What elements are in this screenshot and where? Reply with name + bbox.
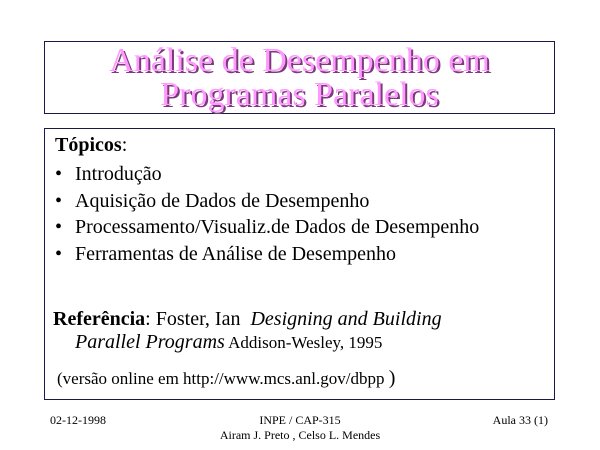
- list-item-text: Processamento/Visualiz.de Dados de Desempenho: [75, 216, 480, 238]
- title-box: [44, 41, 555, 114]
- slide-title-line-1: Análise de Desempenho em: [109, 41, 490, 79]
- bullet-icon: •: [55, 216, 63, 238]
- topics-list: [55, 161, 479, 267]
- reference-line-2: [75, 330, 382, 355]
- list-item: [55, 241, 479, 268]
- content-box: [44, 128, 555, 400]
- footer-center: [200, 413, 400, 443]
- book-title-part-1: Designing and Building: [250, 308, 442, 330]
- online-version-close-paren: ): [388, 367, 396, 389]
- footer-slide-number: Aula 33 (1): [492, 413, 548, 427]
- reference-heading: Referência: [53, 308, 146, 330]
- footer-institution: INPE / CAP-315: [259, 413, 341, 427]
- online-version-note: [57, 366, 395, 391]
- list-item-text: Ferramentas de Análise de Desempenho: [75, 242, 397, 265]
- bullet-icon: •: [55, 163, 63, 185]
- reference-line-1: [53, 307, 442, 331]
- bullet-icon: •: [55, 189, 63, 212]
- list-item-text: Introdução: [75, 163, 162, 185]
- list-item: [55, 188, 479, 215]
- book-title-part-2: Parallel Programs: [75, 331, 225, 353]
- online-version-text: (versão online em http://www.mcs.anl.gov/dbpp: [57, 369, 389, 388]
- topics-heading: [55, 134, 127, 156]
- list-item: [55, 161, 479, 188]
- reference-author: : Foster, Ian: [145, 308, 251, 330]
- footer-authors: Airam J. Preto , Celso L. Mendes: [219, 428, 381, 442]
- list-item: [55, 214, 479, 241]
- reference-publisher: Addison-Wesley, 1995: [224, 333, 383, 352]
- footer-date: 02-12-1998: [50, 413, 106, 427]
- topics-heading-colon: :: [121, 134, 128, 156]
- slide-title-line-2: Programas Paralelos: [160, 75, 439, 113]
- list-item-text: Aquisição de Dados de Desempenho: [75, 189, 370, 212]
- topics-heading-bold: Tópicos: [55, 134, 122, 156]
- bullet-icon: •: [55, 242, 63, 265]
